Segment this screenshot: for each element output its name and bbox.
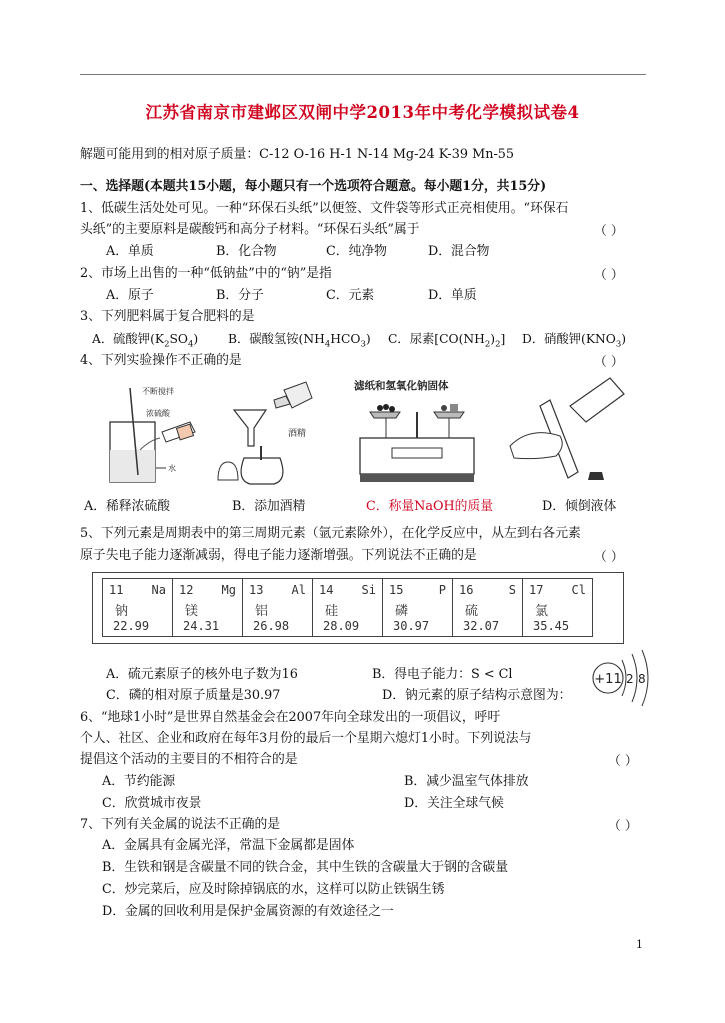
q6-line2: 个人、社区、企业和政府在每年3月份的最后一个星期六熄灯1小时。下列说法与 — [80, 731, 532, 746]
element-cell-mg: 12 Mg 镁 24.31 — [173, 579, 243, 637]
q7-option-c: C．炒完菜后，应及时除掉锅底的水，这样可以防止铁锅生锈 — [102, 882, 445, 897]
q7-answer-paren[interactable]: （ ） — [608, 819, 638, 834]
q4-option-b: B．添加酒精 — [232, 499, 306, 514]
q5-line2: 原子失电子能力逐渐减弱，得电子能力逐渐增强。下列说法不正确的是 — [80, 548, 477, 563]
q6-line1: 6、“地球1小时”是世界自然基金会在2007年向全球发出的一项倡议，呼吁 — [80, 710, 501, 725]
element-cell-al: 13 Al 铝 26.98 — [243, 579, 313, 637]
page-title: 江苏省南京市建邺区双闸中学2013年中考化学模拟试卷4 — [145, 103, 580, 122]
shell-2-count: 8 — [638, 672, 646, 686]
q7-option-a: A．金属具有金属光泽，常温下金属都是固体 — [102, 838, 355, 853]
label-balance: 滤纸和氢氧化钠固体 — [354, 380, 449, 392]
section-heading: 一、选择题(本题共15小题，每小题只有一个选项符合题意。每小题1分，共15分) — [80, 179, 547, 194]
q5-option-b: B．得电子能力：S < Cl — [372, 667, 513, 682]
q1-option-a: A．单质 — [106, 244, 154, 259]
q2-option-c: C．元素 — [326, 288, 375, 303]
q1-line1: 1、低碳生活处处可见。一种“环保石头纸”以便签、文件袋等形式正亮相使用。“环保石 — [80, 201, 569, 216]
element-cell-cl: 17 Cl 氯 35.45 — [523, 579, 593, 637]
atomic-mass-line: 解题可能用到的相对原子质量：C-12 O-16 H-1 N-14 Mg-24 K-39 Mn-55 — [80, 147, 515, 162]
q5-option-c: C．磷的相对原子质量是30.97 — [106, 688, 281, 703]
shell-1-count: 2 — [626, 672, 634, 686]
periodic-table-row — [102, 578, 593, 637]
q3-stem: 3、下列肥料属于复合肥料的是 — [80, 309, 255, 324]
q6-line3: 提倡这个活动的主要目的不相符合的是 — [80, 752, 298, 767]
q4-answer-paren[interactable]: （ ） — [594, 355, 624, 370]
q1-option-d: D．混合物 — [428, 244, 490, 259]
q7-stem: 7、下列有关金属的说法不正确的是 — [80, 817, 281, 832]
sodium-atom-diagram — [588, 648, 660, 710]
label-stir: 不断搅拌 — [142, 387, 174, 396]
element-cell-na: 11 Na 钠 22.99 — [103, 579, 173, 637]
element-cell-si: 14 Si 硅 28.09 — [313, 579, 383, 637]
label-water: 水 — [168, 464, 176, 473]
q4-option-a: A．稀释浓硫酸 — [84, 499, 171, 514]
q2-option-a: A．原子 — [106, 288, 154, 303]
nucleus-charge: +11 — [594, 672, 622, 687]
q2-stem: 2、市场上出售的一种“低钠盐”中的“钠”是指 — [80, 266, 332, 281]
q7-option-b: B．生铁和钢是含碳量不同的铁合金，其中生铁的含碳量大于钢的含碳量 — [102, 860, 509, 875]
add-alcohol-illustration — [214, 380, 324, 490]
element-cell-s: 16 S 硫 32.07 — [453, 579, 523, 637]
header-rule — [80, 74, 646, 75]
q3-option-b: B．碳酸氢铵$(NH_4HCO_3)$ — [228, 332, 371, 350]
q1-answer-paren[interactable]: （ ） — [594, 224, 624, 239]
q5-option-d: D．钠元素的原子结构示意图为： — [382, 688, 572, 703]
page-number: 1 — [636, 938, 643, 951]
pour-liquid-illustration — [500, 376, 630, 488]
q6-option-c: C．欣赏城市夜景 — [102, 796, 202, 811]
q3-option-d: D．硝酸钾$(KNO_3)$ — [522, 332, 627, 350]
q5-line1: 5、下列元素是周期表中的第三周期元素（氩元素除外），在化学反应中，从左到右各元素 — [80, 526, 581, 541]
q4-stem: 4、下列实验操作不正确的是 — [80, 353, 242, 368]
q2-option-d: D．单质 — [428, 288, 477, 303]
q1-option-b: B．化合物 — [216, 244, 277, 259]
balance-illustration — [352, 376, 482, 488]
q4-option-c: C．称量NaOH的质量 — [366, 499, 494, 514]
q6-option-d: D．关注全球气候 — [404, 796, 504, 811]
q6-answer-paren[interactable]: （ ） — [608, 754, 638, 769]
q2-answer-paren[interactable]: （ ） — [594, 268, 624, 283]
q3-option-c: C．尿素$[CO(NH_2)_2]$ — [388, 332, 506, 350]
q1-option-c: C．纯净物 — [326, 244, 387, 259]
label-alcohol: 酒精 — [288, 429, 307, 439]
label-conc-acid: 浓硫酸 — [146, 409, 170, 418]
q4-option-d: D．倾倒液体 — [542, 499, 617, 514]
q6-option-b: B．减少温室气体排放 — [404, 774, 529, 789]
q5-answer-paren[interactable]: （ ） — [594, 550, 624, 565]
q2-option-b: B．分子 — [216, 288, 264, 303]
dilute-acid-illustration — [100, 380, 210, 490]
element-cell-p: 15 P 磷 30.97 — [383, 579, 453, 637]
q3-option-a: A．硫酸钾$(K_2SO_4)$ — [92, 332, 199, 350]
q1-line2: 头纸”的主要原料是碳酸钙和高分子材料。“环保石头纸”属于 — [80, 222, 420, 237]
q5-option-a: A．硫元素原子的核外电子数为16 — [106, 667, 298, 682]
q6-option-a: A．节约能源 — [102, 774, 176, 789]
q7-option-d: D．金属的回收利用是保护金属资源的有效途径之一 — [102, 904, 394, 919]
